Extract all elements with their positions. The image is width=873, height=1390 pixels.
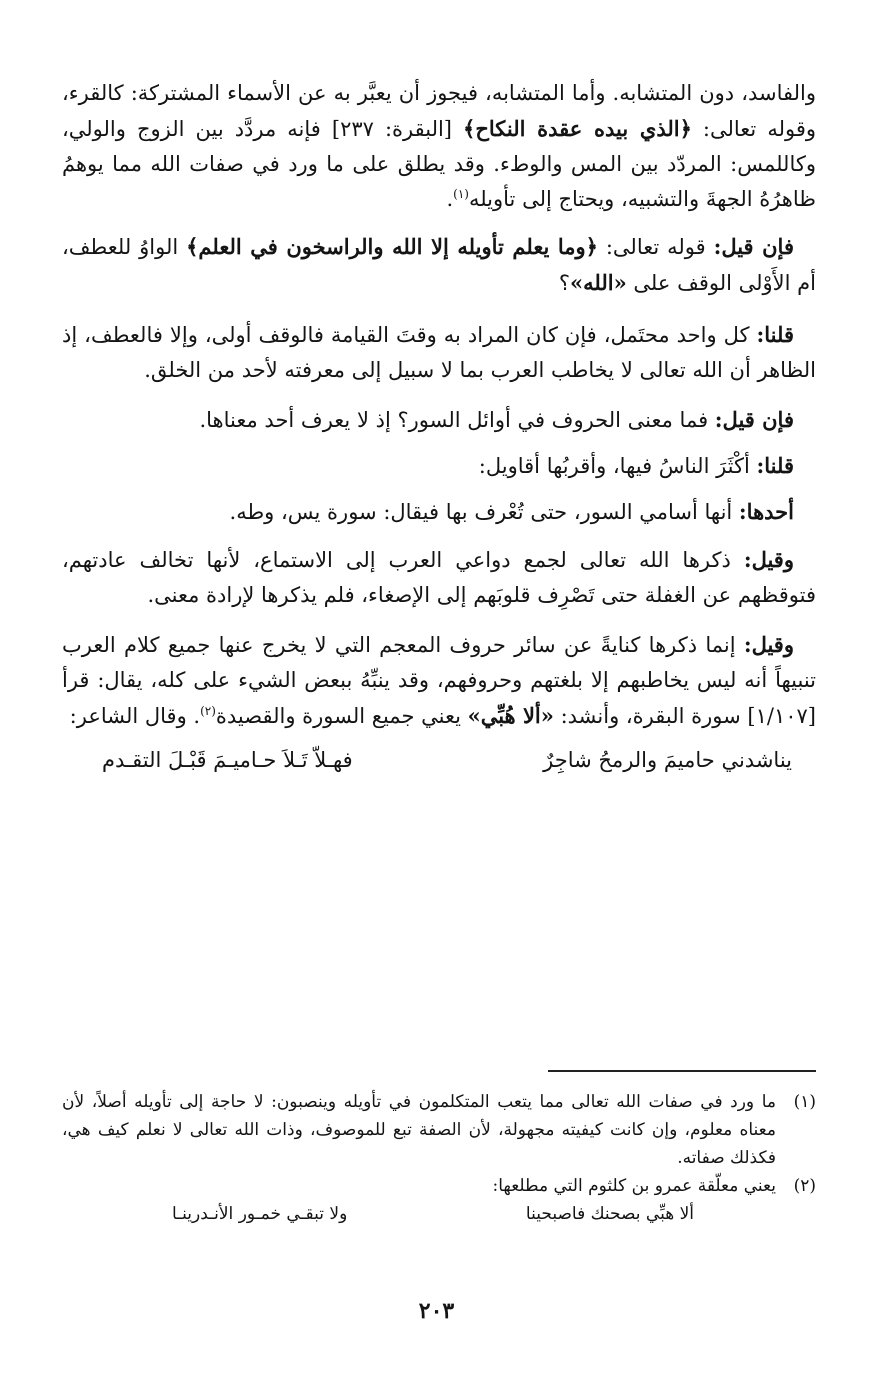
footnote-divider (548, 1070, 816, 1072)
paragraph-8 (62, 627, 816, 734)
footnote-2-hemistich-2: ولا تبقـي خمـور الأنـدرينـا (172, 1204, 348, 1224)
footnote-2-text: يعني معلّقة عمرو بن كلثوم التي مطلعها: (492, 1176, 776, 1196)
footnote-2-hemistich-1: ألا هبِّي بصحنك فاصبحينا (525, 1204, 694, 1224)
footnote-2 (62, 1172, 816, 1200)
paragraph-5-text: أكْثَرَ الناسُ فيها، وأقربُها أقاويل: (478, 454, 757, 478)
paragraph-8-lead: وقيل: (743, 632, 794, 657)
footnote-2-number: (٢) (793, 1176, 816, 1196)
poem-hemistich-1: يناشدني حاميمَ والرمحُ شاجِرٌ (543, 748, 792, 772)
paragraph-7 (62, 542, 816, 613)
paragraph-7-text: ذكرها الله تعالى لجمع دواعي العرب إلى الاستماع، لأنها تخالف عادتهم، فتوقظهم عن الغفلة حتى تَصْرِف قلوبَهم إلى الإصغاء، فلم يذكرها لإرادة معنى. (62, 548, 816, 607)
paragraph-2-lead: فإن قيل: (713, 234, 794, 259)
page-number: ٢٠٣ (418, 1298, 455, 1324)
paragraph-2-quote: «الله» (570, 270, 627, 295)
poem-verse (62, 742, 816, 778)
paragraph-1 (62, 76, 816, 217)
paragraph-8-quote: «ألا هُبِّي» (467, 703, 554, 728)
paragraph-8-text-b: يعني جميع السورة والقصيدة (215, 704, 468, 728)
footnote-ref-1[interactable]: (١) (453, 187, 469, 201)
paragraph-4-text: فما معنى الحروف في أوائل السور؟ إذ لا يعرف أحد معناها. (199, 408, 715, 432)
paragraph-8-text-a: إنما ذكرها كنايةً عن سائر حروف المعجم التي لا يخرج عنها جميع كلام العرب تنبيهاً أنه ليس يخاطبهم إلا بلغتهم وحروفهم، وقد ينبِّهُ ببعض الشيء على كله، يقال: قرأ [١/١٠٧] سورة البقرة، وأنشد: (62, 633, 816, 728)
footnote-1 (62, 1088, 816, 1172)
paragraph-8-text-c: . وقال الشاعر: (69, 704, 201, 728)
paragraph-2-text-c: ؟ (558, 271, 571, 295)
paragraph-1-text-b: [البقرة: ٢٣٧] فإنه مردَّد بين الزوج والولي، وكاللمس: المردّد بين المس والوطء. وقد يطلق على ما ورد في صفات الله مما يوهمُ ظاهرُهُ الجهةَ والتشبيه، ويحتاج إلى تأويله (62, 117, 816, 211)
paragraph-1-text-a: والفاسد، دون المتشابه. وأما المتشابه، فيجوز أن يعبَّر به عن الأسماء المشتركة: كالقرء، وقوله تعالى: (62, 81, 817, 141)
paragraph-2-text-a: قوله تعالى: (597, 235, 714, 259)
quran-verse-2: ﴿وما يعلم تأويله إلا الله والراسخون في العلم﴾ (186, 234, 598, 259)
paragraph-6-lead: أحدها: (738, 499, 794, 524)
footnote-ref-2[interactable]: (٢) (200, 704, 216, 718)
paragraph-3 (62, 317, 816, 388)
paragraph-3-text: كل واحد محتَمل، فإن كان المراد به وقتَ القيامة فالوقف أولى، وإلا فالعطف، إذ الظاهر أن الله تعالى لا يخاطب العرب بما لا سبيل إلى معرفته لأحد من الخلق. (62, 323, 816, 382)
paragraph-2 (62, 229, 816, 301)
footnotes (62, 1088, 816, 1228)
paragraph-5-lead: قلنا: (756, 453, 794, 478)
quran-verse-1: ﴿الذي بيده عقدة النكاح﴾ (463, 116, 692, 141)
paragraph-6-text: أنها أسامي السور، حتى تُعْرف بها فيقال: سورة يس، وطه. (229, 500, 739, 524)
paragraph-1-text-c: . (446, 187, 454, 211)
paragraph-6 (62, 494, 816, 530)
paragraph-5 (62, 448, 816, 484)
paragraph-2-text-b: الواوُ للعطف، أم الأَوْلى الوقف على (62, 235, 816, 295)
paragraph-4 (62, 402, 816, 438)
paragraph-3-lead: قلنا: (756, 322, 794, 347)
paragraph-4-lead: فإن قيل: (714, 407, 794, 432)
page-body (62, 76, 816, 778)
footnote-2-poem (62, 1200, 816, 1228)
paragraph-7-lead: وقيل: (743, 547, 794, 572)
poem-hemistich-2: فهـلاّ تَـلاَ حـاميـمَ قَبْـلَ التقـدم (102, 748, 353, 772)
footnote-1-number: (١) (793, 1092, 816, 1112)
footnote-1-text: ما ورد في صفات الله تعالى مما يتعب المتكلمون في تأويله وينصبون: لا حاجة إلى تأويله أصلاً، لأن معناه معلوم، وإن كانت كيفيته مجهولة، لأن الصفة تبع للموصوف، وذات الله تعالى لا نعلم كيف هي، فكذلك صفاته. (62, 1092, 776, 1168)
